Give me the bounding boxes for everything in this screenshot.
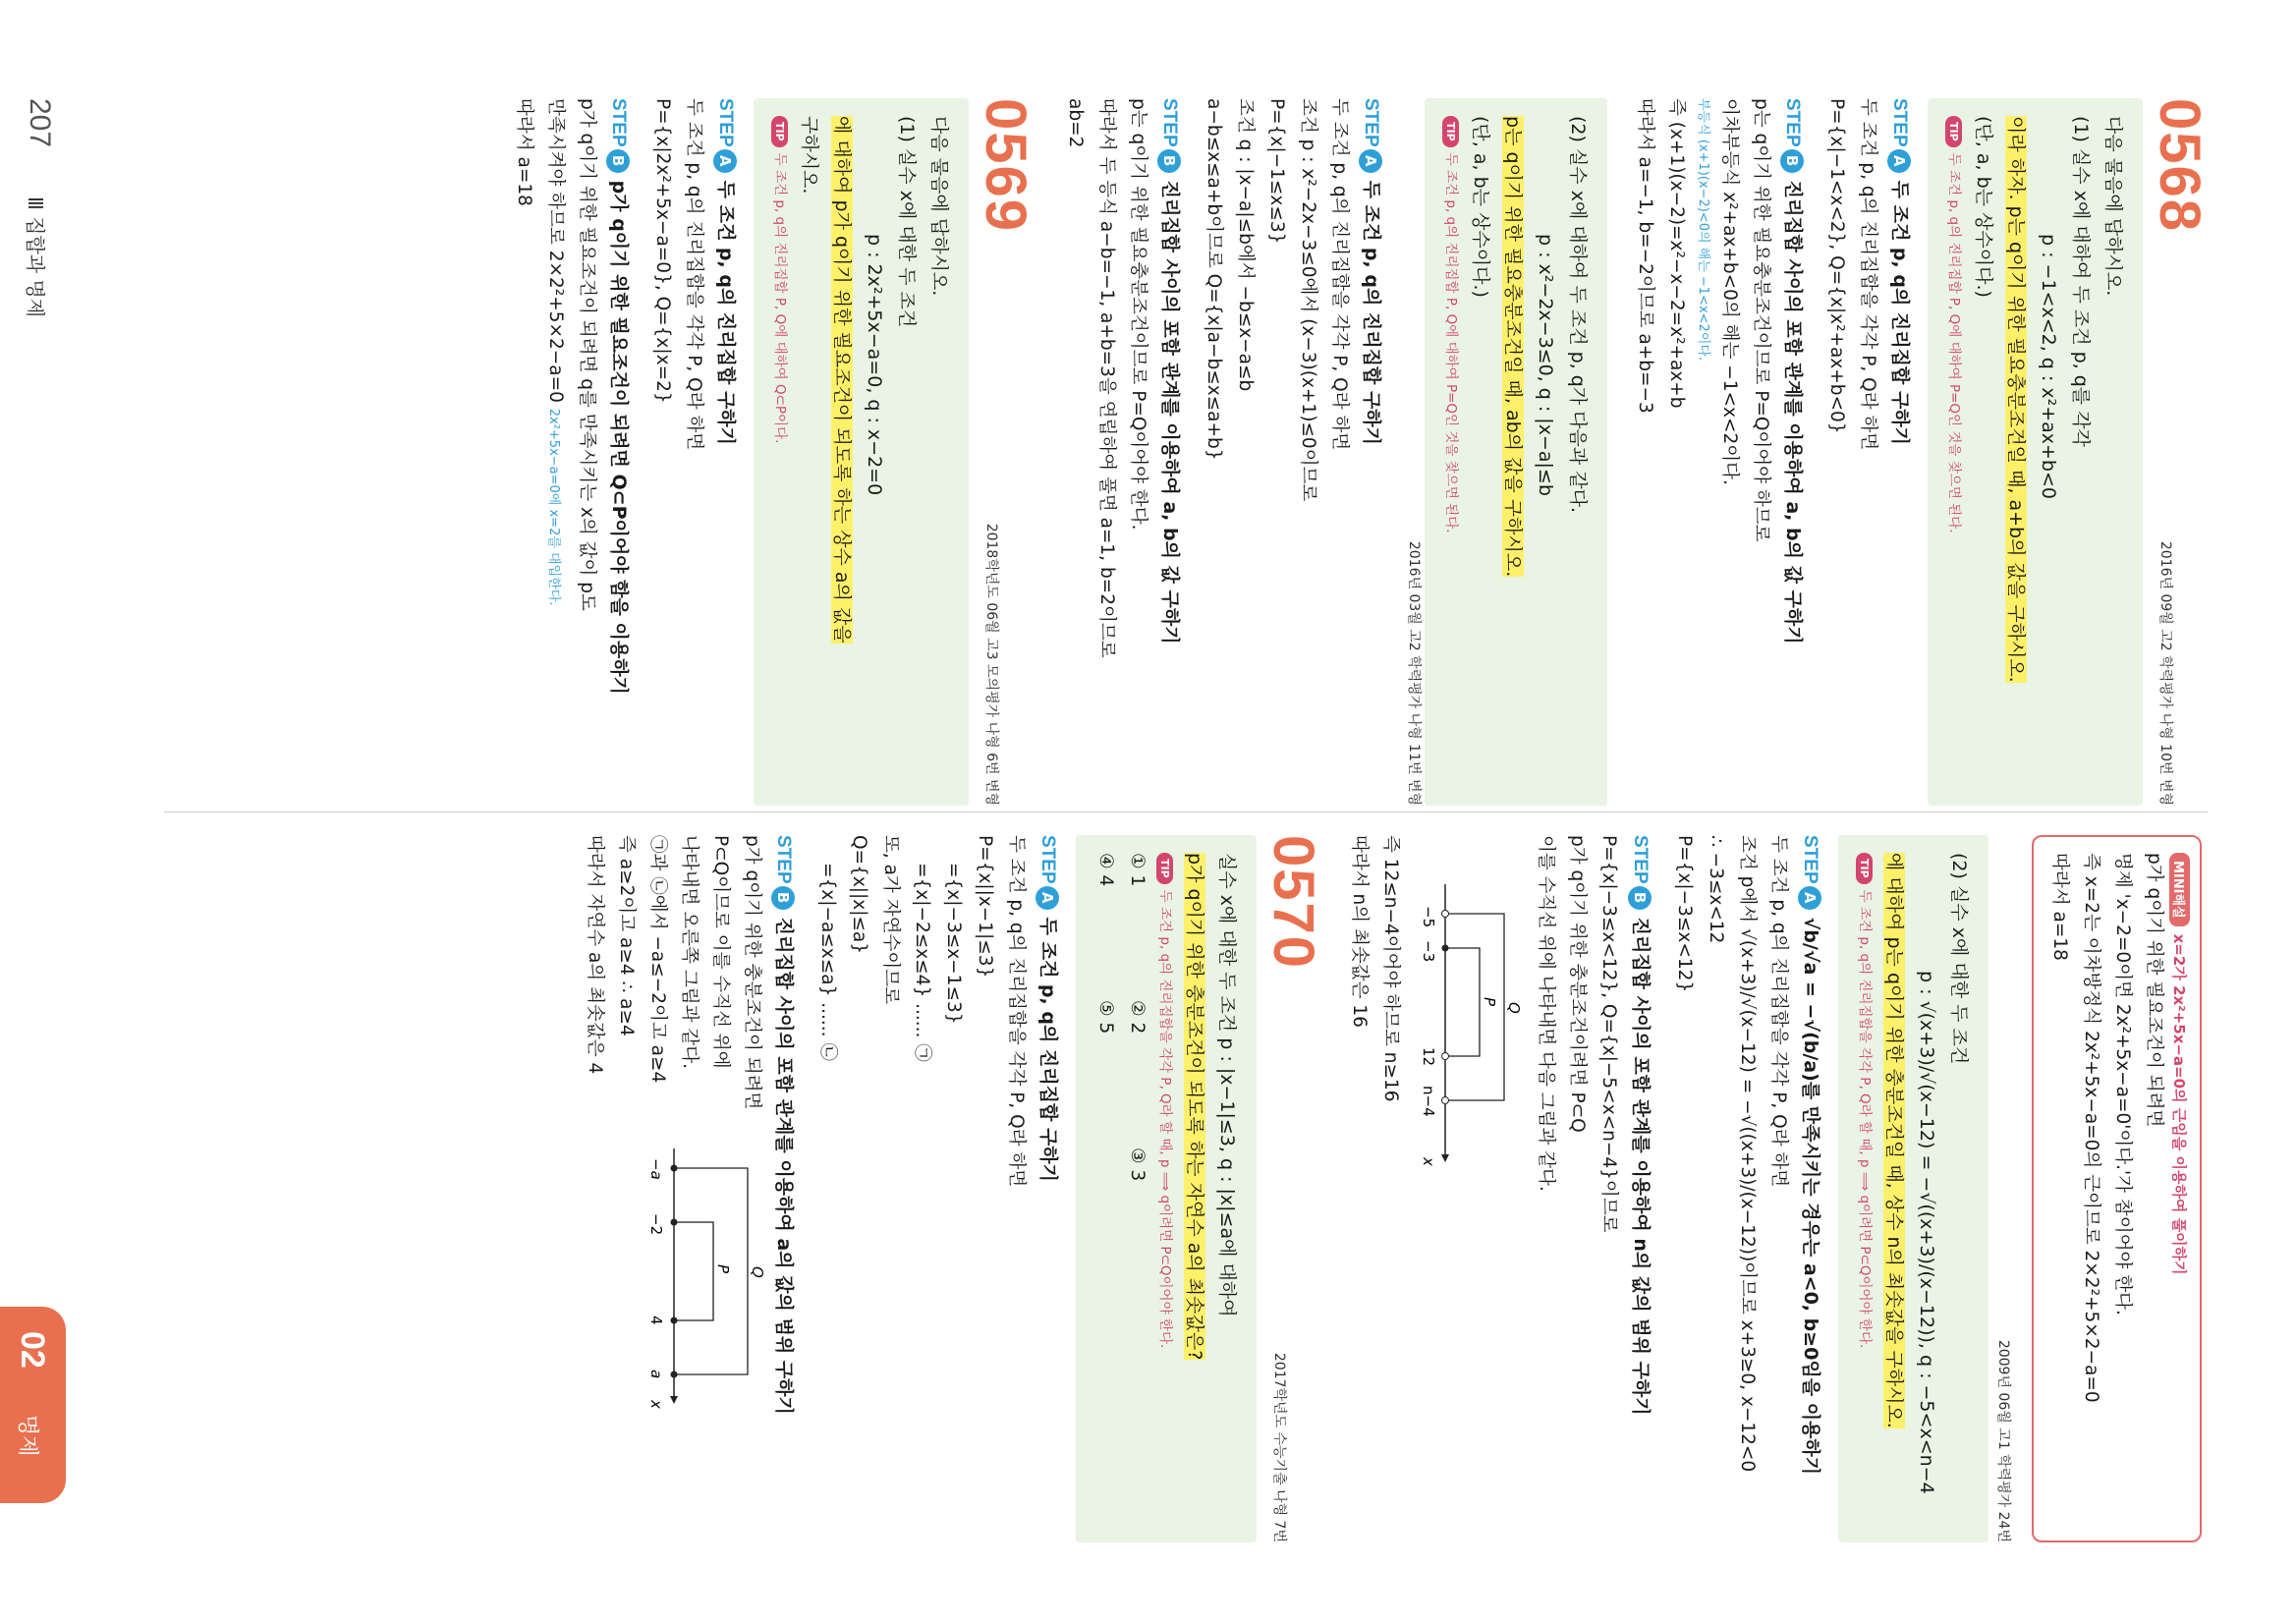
solution-line: 따라서 n의 최솟값은 16 — [1349, 835, 1370, 1028]
solution-line: 조건 p : x²−2x−3≤0에서 (x−3)(x+1)≤0이므로 — [1298, 98, 1318, 502]
solution-line: p는 q이기 위한 필요충분조건이므로 P=Q이어야 한다. — [1128, 98, 1148, 531]
solution-line: 나타내면 오른쪽 그림과 같다. — [679, 835, 700, 1069]
solution-line: P={x|2x²+5x−a=0}, Q={x|x=2} — [652, 98, 673, 404]
question-line: (1) 실수 x에 대하여 두 조건 p, q를 각각 — [2070, 116, 2092, 447]
mini-line: 즉 x=2는 이차방정식 2x²+5x−a=0의 근이므로 2×2²+5×2−a=0 — [2081, 853, 2101, 1403]
step-label: STEP — [715, 98, 736, 147]
tip — [1852, 853, 1877, 1525]
solution-line: Q={x||x|≤a} — [849, 835, 869, 955]
solution-line: 조건 q : |x−a|≤b에서 −b≤x−a≤b — [1235, 98, 1256, 392]
solution-line: 따라서 자연수 a의 최솟값은 4 — [585, 835, 605, 1075]
closed-point — [671, 1317, 678, 1324]
step-label: STEP — [1889, 98, 1910, 147]
solution-line: 또, a가 자연수이므로 — [880, 835, 901, 1004]
highlighted-text: p는 q이기 위한 필요충분조건일 때, ab의 값을 구하시오. — [1502, 116, 1524, 578]
step-b-icon: B — [1157, 149, 1181, 173]
question-line: (단, a, b는 상수이다.) — [1973, 116, 1994, 298]
highlighted-text: 이라 하자. p는 q이기 위한 필요충분조건일 때, a+b의 값을 구하시오. — [2005, 116, 2027, 683]
mini-explanation-box — [2032, 835, 2202, 1542]
tick-label: 12 — [1420, 1047, 1437, 1067]
question-line: 구하시오. — [799, 116, 820, 195]
step-b-icon: B — [771, 886, 795, 910]
question-math: p : √(x+3)/√(x−12) = −√((x+3)/(x−12)), q : −5<x<n−4 — [1916, 971, 1937, 1494]
tick-label: a — [647, 1370, 665, 1379]
step-b-icon: B — [1780, 149, 1804, 173]
step-label: STEP — [1361, 98, 1381, 147]
tip-badge: TIP — [1156, 853, 1173, 884]
problem-source: 2018학년도 06월 고3 모의평가 나형 6번 변형 — [983, 523, 999, 806]
solution-text: 만족시켜야 하므로 2×2²+5×2−a=0 — [545, 98, 566, 403]
step-title: 진리집합 사이의 포함 관계를 이용하여 a의 값의 범위 구하기 — [773, 917, 795, 1415]
page-number: 207 — [24, 98, 56, 148]
tip-text: 두 조건 p, q의 진리집합을 각각 P, Q라 할 때, p ⟹ q이려면 P⊂Q이어야 한다. — [1857, 889, 1873, 1349]
solution-line: p가 q이기 위한 필요조건이 되려면 q를 만족시키는 x의 값이 p도 — [577, 98, 597, 611]
step-label: STEP — [1782, 98, 1803, 147]
set-label: P — [714, 1264, 732, 1274]
mini-title: x=2가 2x²+5x−a=0의 근임을 이용하여 풀이하기 — [2170, 933, 2188, 1275]
tick-label: −a — [647, 1158, 665, 1181]
tip-text: 두 조건 p, q의 진리집합 P, Q에 대하여 Q⊂P이다. — [772, 152, 788, 444]
choice-3[interactable]: ③ 3 — [1127, 1148, 1148, 1182]
question-box — [1838, 835, 1988, 1542]
question-line: (2) 실수 x에 대하여 두 조건 p, q가 다음과 같다. — [1567, 116, 1589, 514]
solution-line: P={x|−1<x<2}, Q={x|x²+ax+b<0} — [1826, 98, 1847, 434]
step-b — [767, 835, 800, 1542]
solution-line: 조건 p에서 √(x+3)/√(x−12) = −√((x+3)/(x−12))이므로 x+3≥0, x−12<0 — [1737, 835, 1758, 1473]
mini-line: p가 q이기 위한 필요조건이 되려면 — [2144, 853, 2164, 1128]
question-line: (단, a, b는 상수이다.) — [1470, 116, 1491, 298]
tick-label: −2 — [647, 1213, 665, 1236]
solution-line: P={x|−1≤x≤3} — [1266, 98, 1287, 245]
problem-0569 — [508, 98, 1037, 806]
axis-label: x — [647, 1400, 665, 1410]
solution-line: p가 q이기 위한 충분조건이 되려면 — [742, 835, 762, 1110]
question-math: p : −1<x<2, q : x²+ax+b<0 — [2038, 234, 2059, 499]
step-b — [1776, 98, 1809, 806]
set-p-bracket — [674, 1222, 713, 1320]
step-title: 진리집합 사이의 포함 관계를 이용하여 a, b의 값 구하기 — [1782, 180, 1804, 644]
tip-text: 두 조건 p, q의 진리집합 P, Q에 대하여 P=Q인 것을 찾으면 된다. — [1443, 152, 1459, 533]
solution-line: 즉 a≥2이고 a≥4 ∴ a≥4 — [616, 835, 637, 1036]
problem-header — [974, 98, 1037, 806]
step-a — [1794, 835, 1826, 1542]
step-b-body — [579, 835, 767, 1542]
tip-badge: TIP — [1945, 116, 1962, 147]
step-label: STEP — [773, 835, 794, 884]
answer-choices — [1121, 853, 1152, 1525]
closed-point — [671, 1165, 678, 1172]
choice-5[interactable]: ⑤ 5 — [1095, 1000, 1116, 1035]
solution-line: ∴ −3≤x<12 — [1706, 835, 1726, 944]
highlighted-text: p가 q이기 위한 충분조건이 되도록 하는 자연수 a의 최솟값은? — [1184, 853, 1205, 1361]
question-line — [1999, 116, 2032, 788]
step-title: 두 조건 p, q의 진리집합 구하기 — [1361, 180, 1382, 446]
solution-line: 따라서 a=−1, b=−2이므로 a+b=−3 — [1635, 98, 1655, 414]
mini-line: 따라서 a=18 — [2049, 853, 2070, 961]
step-title: √b/√a = −√(b/a)를 만족시키는 경우는 a<0, b≥0임을 이용하기 — [1800, 917, 1821, 1476]
tip-text: 두 조건 p, q의 진리집합을 각각 P, Q라 할 때, p ⟹ q이려면 P⊂Q이어야 한다. — [1157, 889, 1173, 1349]
step-title: 두 조건 p, q의 진리집합 구하기 — [1037, 917, 1059, 1183]
set-q-bracket — [674, 1168, 748, 1374]
highlighted-text: 에 대하여 p는 q이기 위한 충분조건일 때, 상수 n의 최솟값을 구하시오. — [1883, 853, 1905, 1428]
closed-point — [1442, 945, 1449, 952]
open-point — [1442, 1097, 1449, 1104]
solution-line: 이차부등식 x²+ax+b<0의 해는 −1<x<2이다. — [1719, 98, 1740, 485]
tick-label: n−4 — [1420, 1086, 1437, 1117]
step-a — [709, 98, 742, 806]
solution-line: p가 q이기 위한 충분조건이려면 P⊂Q — [1567, 835, 1588, 1133]
chapter-label: 명제 — [15, 1415, 39, 1457]
question-line: 실수 x에 대한 두 조건 p : |x−1|≤3, q : |x|≤a에 대하여 — [1216, 853, 1238, 1317]
solution-line: 두 조건 p, q의 진리집합을 각각 P, Q라 하면 — [1768, 835, 1789, 1188]
closed-point — [671, 1372, 678, 1378]
book-title: Ⅲ 집합과 명제 — [24, 196, 47, 318]
problem-header — [2148, 98, 2212, 806]
solution-line: ab=2 — [1065, 98, 1086, 148]
question-line — [1877, 853, 1910, 1525]
step-label: STEP — [1037, 835, 1058, 884]
axis-label: x — [1420, 1157, 1437, 1166]
problem-number: 0570 — [1261, 835, 1325, 971]
right-column — [553, 835, 2208, 1542]
question-box — [754, 98, 969, 806]
step-b-icon: B — [1628, 886, 1652, 910]
set-p-bracket — [1445, 948, 1480, 1056]
tip-badge: TIP — [1856, 853, 1873, 884]
problem-header — [1261, 835, 1325, 1542]
problem-source: 2009년 06월 고1 학력평가 24번 — [1995, 1339, 2011, 1542]
chapter-number: 02 — [14, 1331, 51, 1369]
problem-source: 2016년 03월 고2 학력평가 나형 11번 변형 — [1406, 540, 1422, 806]
tip-text: 두 조건 p, q의 진리집합 P, Q에 대하여 P=Q인 것을 찾으면 된다. — [1946, 152, 1962, 533]
problem-source: 2017학년도 수능기출 나형 7번 — [1271, 1352, 1287, 1542]
step-b-text — [579, 835, 767, 1109]
solution-line: 두 조건 p, q의 진리집합을 각각 P, Q라 하면 — [684, 98, 704, 451]
mini-line: 명제 'x−2=0이면 2x²+5x−a=0'이다.'가 참이어야 한다. — [2112, 853, 2133, 1316]
answer-choices — [1090, 853, 1121, 1525]
tip — [1152, 853, 1178, 1525]
problem-source: 2016년 09월 고2 학력평가 나형 10번 변형 — [2157, 540, 2173, 806]
problem-0570 — [579, 835, 1325, 1542]
solution-line: p는 q이기 위한 필요충분조건이므로 P=Q이어야 하므로 — [1751, 98, 1771, 542]
set-label: Q — [749, 1266, 766, 1279]
solution-line: 두 조건 p, q의 진리집합을 각각 P, Q라 하면 — [1858, 98, 1878, 451]
step-title: 두 조건 p, q의 진리집합 구하기 — [715, 180, 737, 446]
open-point — [1442, 1053, 1449, 1060]
step-label: STEP — [1159, 98, 1180, 147]
question-math: p : x²−2x−3≤0, q : |x−a|≤b — [1535, 234, 1556, 496]
tip — [767, 116, 793, 788]
solution-line: P={x|−3≤x<12} — [1674, 835, 1695, 993]
solution-line: 즉 12≤n−4이어야 하므로 n≥16 — [1380, 835, 1401, 1102]
step-b-icon: B — [606, 149, 630, 173]
tip — [1941, 116, 1967, 788]
choice-4[interactable]: ④ 4 — [1095, 853, 1116, 887]
question-line — [1496, 116, 1529, 788]
mini-header — [2169, 853, 2190, 1525]
set-q-bracket — [1445, 914, 1504, 1100]
step-a-icon: A — [1798, 886, 1821, 910]
step-a-icon: A — [1036, 886, 1059, 910]
step-title: 진리집합 사이의 포함 관계를 이용하여 a, b의 값 구하기 — [1159, 180, 1181, 644]
solution-line: P⊂Q이므로 이를 수직선 위에 — [710, 835, 731, 1069]
solution-line: a−b≤x≤a+b이므로 Q={x|a−b≤x≤a+b} — [1204, 98, 1224, 461]
set-label: Q — [1505, 1002, 1523, 1014]
solution-line: ={x|−2≤x≤4} ...... ㉠ — [912, 863, 932, 1062]
tick-label: 4 — [647, 1316, 665, 1325]
set-label: P — [1481, 997, 1498, 1007]
highlighted-text: 에 대하여 p가 q이기 위한 필요조건이 되도록 하는 상수 a의 값을 — [831, 116, 853, 644]
solution-line: 따라서 a=18 — [514, 98, 534, 206]
closed-point — [671, 1219, 678, 1226]
step-title: 두 조건 p, q의 진리집합 구하기 — [1889, 180, 1911, 446]
problem-0568 — [1059, 98, 2212, 806]
tip-badge: TIP — [771, 116, 788, 147]
step-b — [1153, 98, 1186, 806]
question-box — [1076, 835, 1257, 1542]
question-intro: 다음 물음에 답하시오. — [2102, 116, 2124, 297]
step-label: STEP — [1630, 835, 1651, 884]
step-label: STEP — [1800, 835, 1820, 884]
tick-label: −3 — [1420, 940, 1437, 963]
step-title: p가 q이기 위한 필요조건이 되려면 Q⊂P이어야 함을 이용하기 — [608, 180, 630, 695]
question-intro: 다음 물음에 답하시오. — [928, 116, 950, 297]
side-note: 2x²+5x−a=0에 x=2를 대입한다. — [546, 408, 561, 606]
step-a — [1883, 98, 1916, 806]
axis-arrow — [670, 1396, 678, 1404]
solution-line: P={x|−3≤x<12}, Q={x|−5<x<n−4}이므로 — [1598, 835, 1619, 1233]
step-a-icon: A — [1887, 149, 1911, 173]
question-box — [1928, 98, 2143, 806]
solution-line: 두 조건 p, q의 진리집합을 각각 P, Q라 하면 — [1006, 835, 1027, 1188]
number-line-diagram-2 — [640, 1139, 767, 1414]
step-b — [602, 98, 635, 806]
solution-line: 두 조건 p, q의 진리집합을 각각 P, Q라 하면 — [1329, 98, 1350, 451]
tip-badge: TIP — [1442, 116, 1459, 147]
mini-badge: MINI해설 — [2169, 853, 2190, 926]
solution-line: 즉 (x+1)(x−2)=x²−x−2=x²+ax+b — [1666, 98, 1687, 409]
solution-line — [539, 98, 571, 806]
open-point — [1442, 911, 1449, 918]
choice-1[interactable]: ① 1 — [1127, 853, 1148, 887]
step-a — [1032, 835, 1064, 1542]
tick-label: −5 — [1420, 906, 1437, 928]
step-b — [1624, 835, 1656, 1542]
solution-line: ㉠과 ㉡에서 −a≤−2이고 a≥4 — [647, 835, 668, 1084]
number-line-diagram-1 — [1416, 874, 1524, 1169]
question-line — [825, 116, 858, 788]
solution-line: 이를 수직선 위에 나타내면 다음 그림과 같다. — [1536, 835, 1556, 1192]
question-line: (2) 실수 x에 대한 두 조건 — [1948, 853, 1970, 1065]
problem-number: 0568 — [2148, 98, 2212, 234]
solution-line: ={x|−a≤x≤a} ...... ㉡ — [817, 863, 838, 1061]
choice-2[interactable]: ② 2 — [1127, 1000, 1148, 1035]
step-a-icon: A — [713, 149, 737, 173]
step-a — [1355, 98, 1387, 806]
step-label: STEP — [608, 98, 629, 147]
tip — [1438, 116, 1464, 788]
question-line — [1178, 853, 1210, 1525]
question-math: p : 2x²+5x−a=0, q : x−2=0 — [864, 234, 885, 496]
solution-line: P={x||x−1|≤3} — [975, 835, 995, 979]
step-a-icon: A — [1359, 149, 1382, 173]
left-column — [482, 98, 2212, 806]
solution-line: ={x|−3≤x−1≤3} — [943, 863, 964, 1025]
axis-arrow — [1441, 1154, 1449, 1162]
solution-line: 따라서 두 등식 a−b=−1, a+b=3을 연립하여 풀면 a=1, b=2이므로 — [1096, 98, 1117, 658]
problem-number: 0569 — [974, 98, 1037, 234]
side-note: 부등식 (x+1)(x−2)<0의 해는 −1<x<2이다. — [1696, 98, 1710, 362]
step-title: 진리집합 사이의 포함 관계를 이용하여 n의 값의 범위 구하기 — [1630, 917, 1652, 1416]
question-line: (1) 실수 x에 대한 두 조건 — [896, 116, 918, 328]
question-box — [1425, 98, 1607, 806]
